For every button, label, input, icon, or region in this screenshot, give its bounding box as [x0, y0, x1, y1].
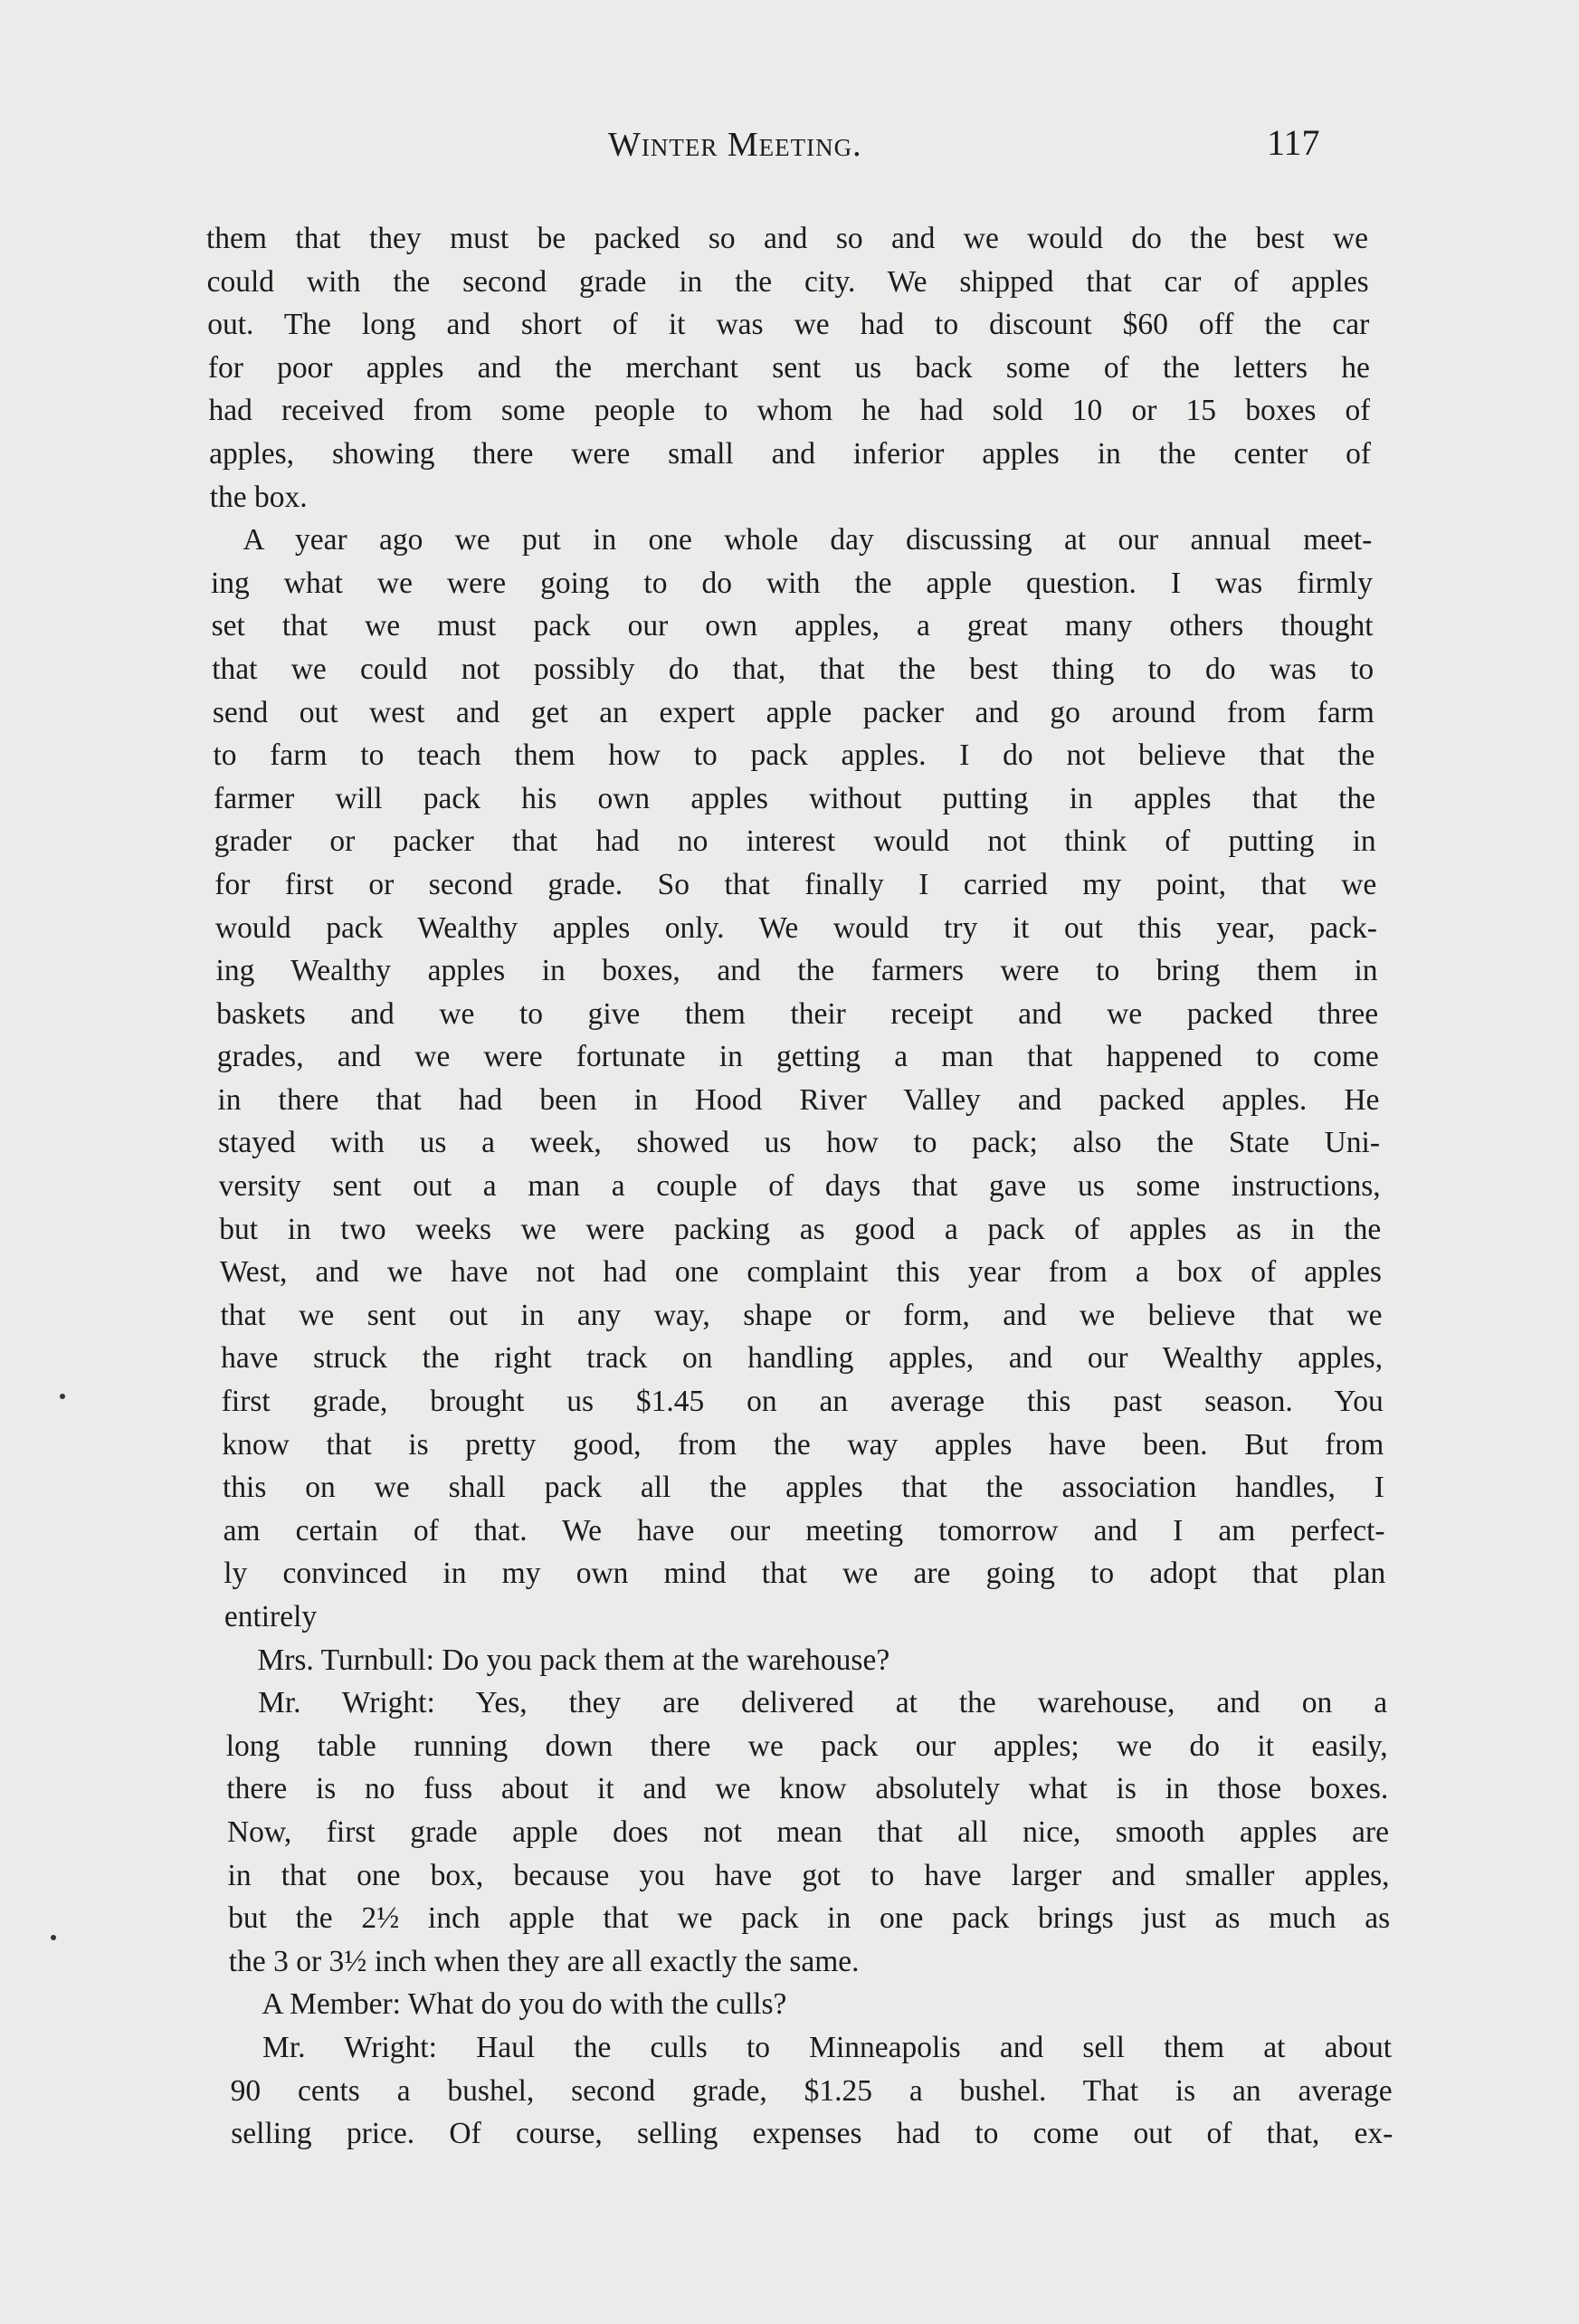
text-line: Mrs. Turnbull: Do you pack them at the warehouse? [257, 1643, 890, 1677]
text-line: to farm to teach them how to pack apples. I do not believe that the [213, 738, 1375, 773]
text-line: Mr. Wright: Haul the culls to Minneapolis and sell them at about [262, 2030, 1393, 2064]
text-line: out. The long and short of it was we had to discount $60 off the car [207, 308, 1370, 342]
text-line: farmer will pack his own apples without putting in apples that the [214, 781, 1376, 815]
text-line: that we could not possibly do that, that the best thing to do was to [212, 652, 1374, 686]
text-line: first grade, brought us $1.45 on an average this past season. You [221, 1385, 1384, 1419]
text-line: stayed with us a week, showed us how to pack; also the State Uni- [218, 1126, 1381, 1160]
text-line: but in two weeks we were packing as good a pack of apples as in the [219, 1212, 1382, 1246]
text-line: have struck the right track on handling apples, and our Wealthy apples, [221, 1341, 1384, 1376]
text-line: would pack Wealthy apples only. We would try it out this year, pack- [214, 910, 1377, 945]
text-line: am certain of that. We have our meeting tomorrow and I am perfect- [223, 1513, 1385, 1548]
running-head [0, 122, 1579, 179]
text-line: for poor apples and the merchant sent us back some of the letters he [207, 350, 1370, 385]
text-line: this on we shall pack all the apples that the association handles, I [222, 1471, 1384, 1505]
text-line: ing what we were going to do with the apple question. I was firmly [210, 566, 1373, 600]
text-line: entirely [224, 1600, 318, 1633]
text-line: Now, first grade apple does not mean that all nice, smooth apples are [226, 1814, 1389, 1849]
text-line: in that one box, because you have got to have larger and smaller apples, [227, 1858, 1390, 1892]
text-line: grader or packer that had no interest would not think of putting in [214, 824, 1376, 859]
text-line: A year ago we put in one whole day discussing at our annual meet- [243, 523, 1373, 557]
text-line: ly convinced in my own mind that we are going to adopt that plan [224, 1557, 1386, 1591]
text-line: had received from some people to whom he had sold 10 or 15 boxes of [208, 394, 1371, 428]
text-line: send out west and get an expert apple packer and go around from farm [212, 695, 1374, 729]
print-speck [60, 1394, 65, 1399]
text-line: 90 cents a bushel, second grade, $1.25 a bushel. That is an average [230, 2073, 1393, 2108]
text-line: apples, showing there were small and inferior apples in the center of [209, 436, 1372, 471]
text-line: in there that had been in Hood River Valley and packed apples. He [217, 1082, 1380, 1117]
text-line: West, and we have not had one complaint this year from a box of apples [219, 1255, 1382, 1290]
text-line: the 3 or 3½ inch when they are all exactly the same. [228, 1944, 860, 1978]
text-line: long table running down there we pack our apples; we do it easily, [225, 1729, 1388, 1763]
text-line: know that is pretty good, from the way apples have been. But from [222, 1427, 1384, 1462]
text-line: that we sent out in any way, shape or form, and we believe that we [220, 1298, 1383, 1332]
text-line: there is no fuss about it and we know absolutely what is in those boxes. [226, 1772, 1389, 1806]
page-number: 117 [1267, 122, 1320, 163]
text-line: grades, and we were fortunate in getting a man that happened to come [216, 1040, 1379, 1074]
text-line: ing Wealthy apples in boxes, and the farmers were to bring them in [215, 954, 1378, 988]
text-line: Mr. Wright: Yes, they are delivered at the warehouse, and on a [258, 1686, 1388, 1720]
text-line: them that they must be packed so and so and we would do the best we [206, 222, 1368, 255]
text-line: the box. [209, 480, 308, 514]
text-line: versity sent out a man a couple of days that gave us some instructions, [218, 1169, 1381, 1204]
text-line: but the 2½ inch apple that we pack in one pack brings just as much as [228, 1901, 1391, 1936]
running-head-title: Winter Meeting. [608, 126, 862, 164]
text-line: could with the second grade in the city. We shipped that car of apples [206, 264, 1369, 299]
print-speck [51, 1935, 56, 1940]
text-line: selling price. Of course, selling expenses had to come out of that, ex- [231, 2117, 1394, 2151]
text-line: set that we must pack our own apples, a great many others thought [211, 609, 1374, 643]
text-line: baskets and we to give them their receipt and we packed three [216, 996, 1379, 1031]
body-text [206, 217, 1394, 2156]
text-line: A Member: What do you do with the culls? [262, 1987, 787, 2022]
text-line: for first or second grade. So that finally I carried my point, that we [214, 867, 1377, 901]
